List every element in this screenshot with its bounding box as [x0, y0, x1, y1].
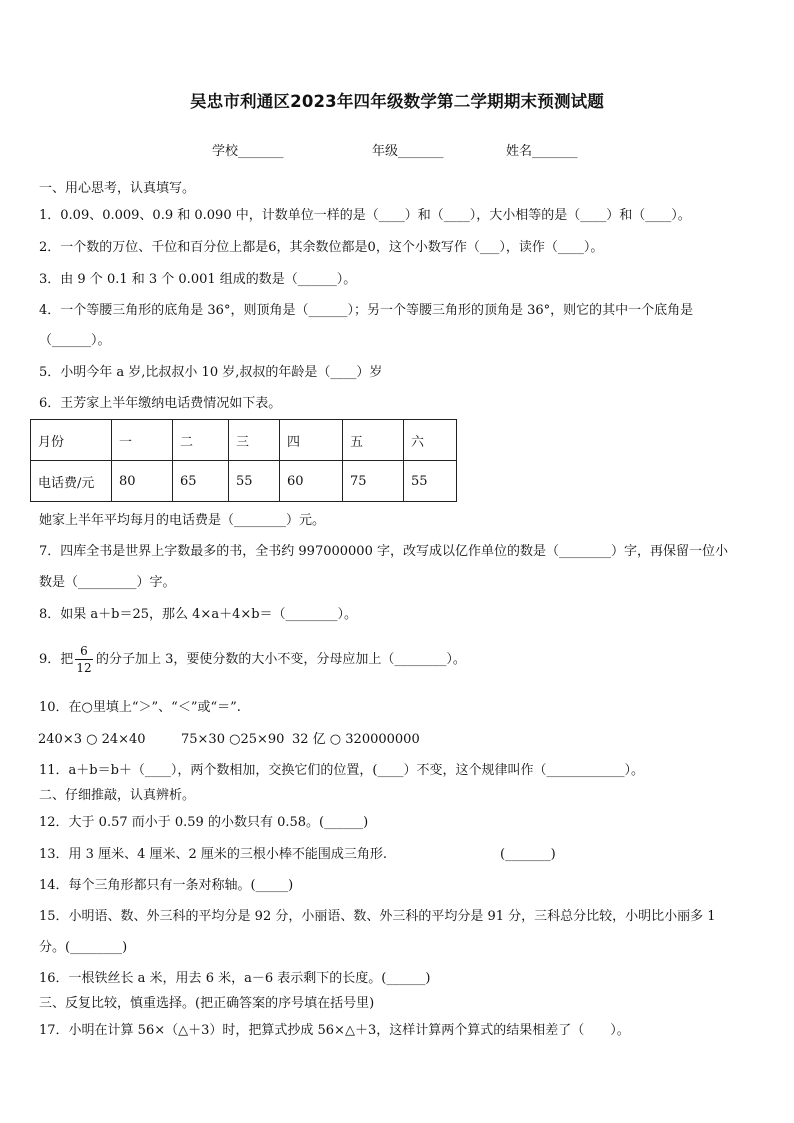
table-cell: 电话费/元 — [31, 461, 112, 502]
question-4-line-1: 4．一个等腰三角形的底角是 36°，则顶角是（______）；另一个等腰三角形的顶角是 36°，则它的其中一个底角是 — [39, 303, 694, 318]
question-7-line-2: 数是（_________）字。 — [39, 575, 176, 590]
school-field: 学校_______ — [212, 144, 284, 159]
question-10-item: 240×3 ○ 24×40 — [38, 732, 146, 747]
question-2: 2．一个数的万位、千位和百分位上都是6，其余数位都是0，这个小数写作（___），读作（____）。 — [39, 240, 604, 255]
question-6-followup: 她家上半年平均每月的电话费是（________）元。 — [39, 513, 326, 528]
table-cell: 65 — [173, 461, 229, 502]
table-cell: 二 — [173, 420, 229, 461]
table-cell: 月份 — [31, 420, 112, 461]
question-8: 8．如果 a＋b＝25，那么 4×a＋4×b＝（________）。 — [39, 607, 358, 622]
grade-field: 年级_______ — [372, 144, 444, 159]
page-title: 吴忠市利通区2023年四年级数学第二学期期末预测试题 — [189, 92, 605, 111]
fraction-six-twelfths — [75, 644, 93, 675]
question-7-line-1: 7．四库全书是世界上字数最多的书，全书约 997000000 字，改写成以亿作单位的数是（________）字，再保留一位小 — [39, 544, 728, 559]
table-cell: 60 — [280, 461, 343, 502]
question-14: 14．每个三角形都只有一条对称轴。(_____) — [39, 878, 294, 893]
fraction-denominator: 12 — [76, 661, 92, 675]
question-13-answer-blank: (_______) — [500, 847, 556, 862]
question-10-item: 75×30 ○25×90 — [181, 732, 285, 747]
table-cell: 55 — [229, 461, 280, 502]
question-5: 5．小明今年 a 岁,比叔叔小 10 岁,叔叔的年龄是（____）岁 — [39, 365, 383, 380]
table-cell: 一 — [112, 420, 173, 461]
question-16: 16．一根铁丝长 a 米，用去 6 米，a－6 表示剩下的长度。(______) — [39, 971, 431, 986]
question-1: 1．0.09、0.009、0.9 和 0.090 中，计数单位一样的是（____）和（____），大小相等的是（____）和（____）。 — [39, 208, 691, 223]
question-15-line-2: 分。(________) — [39, 940, 128, 955]
question-6: 6．王芳家上半年缴纳电话费情况如下表。 — [39, 396, 282, 411]
question-4-line-2: （______）。 — [39, 333, 111, 348]
phone-bill-table — [30, 419, 457, 502]
question-10: 10．在○里填上“＞”、“＜”或“＝”. — [39, 700, 241, 715]
table-cell: 三 — [229, 420, 280, 461]
question-12: 12．大于 0.57 而小于 0.59 的小数只有 0.58。(______) — [39, 815, 369, 830]
question-15-line-1: 15．小明语、数、外三科的平均分是 92 分，小丽语、数、外三科的平均分是 91 分，三科总分比较，小明比小丽多 1 — [39, 909, 716, 924]
question-11: 11．a＋b＝b＋（____），两个数相加，交换它们的位置，(____）不变，这个规律叫作（____________）。 — [39, 763, 645, 778]
name-field: 姓名_______ — [506, 144, 578, 159]
table-cell: 六 — [404, 420, 457, 461]
table-cell: 四 — [280, 420, 343, 461]
student-info-fields — [0, 140, 794, 158]
fraction-numerator: 6 — [75, 644, 93, 660]
table-row — [31, 461, 457, 502]
section-heading-fill-in: 一、用心思考，认真填写。 — [39, 181, 196, 196]
question-17: 17．小明在计算 56×（△＋3）时，把算式抄成 56×△＋3，这样计算两个算式的结果相差了（ ）。 — [39, 1023, 630, 1038]
question-3: 3．由 9 个 0.1 和 3 个 0.001 组成的数是（______）。 — [39, 272, 357, 287]
table-row — [31, 420, 457, 461]
section-heading-choice: 三、反复比较，慎重选择。(把正确答案的序号填在括号里) — [39, 996, 375, 1011]
table-cell: 75 — [343, 461, 404, 502]
table-cell: 五 — [343, 420, 404, 461]
section-heading-judge: 二、仔细推敲，认真辨析。 — [39, 788, 196, 803]
question-13: 13．用 3 厘米、4 厘米、2 厘米的三根小棒不能围成三角形. — [39, 847, 388, 862]
table-cell: 55 — [404, 461, 457, 502]
table-cell: 80 — [112, 461, 173, 502]
question-9-prefix: 9．把 — [39, 652, 74, 667]
question-10-item: 32 亿 ○ 320000000 — [292, 732, 420, 747]
question-9-suffix: 的分子加上 3，要使分数的大小不变，分母应加上（________）。 — [96, 652, 466, 667]
